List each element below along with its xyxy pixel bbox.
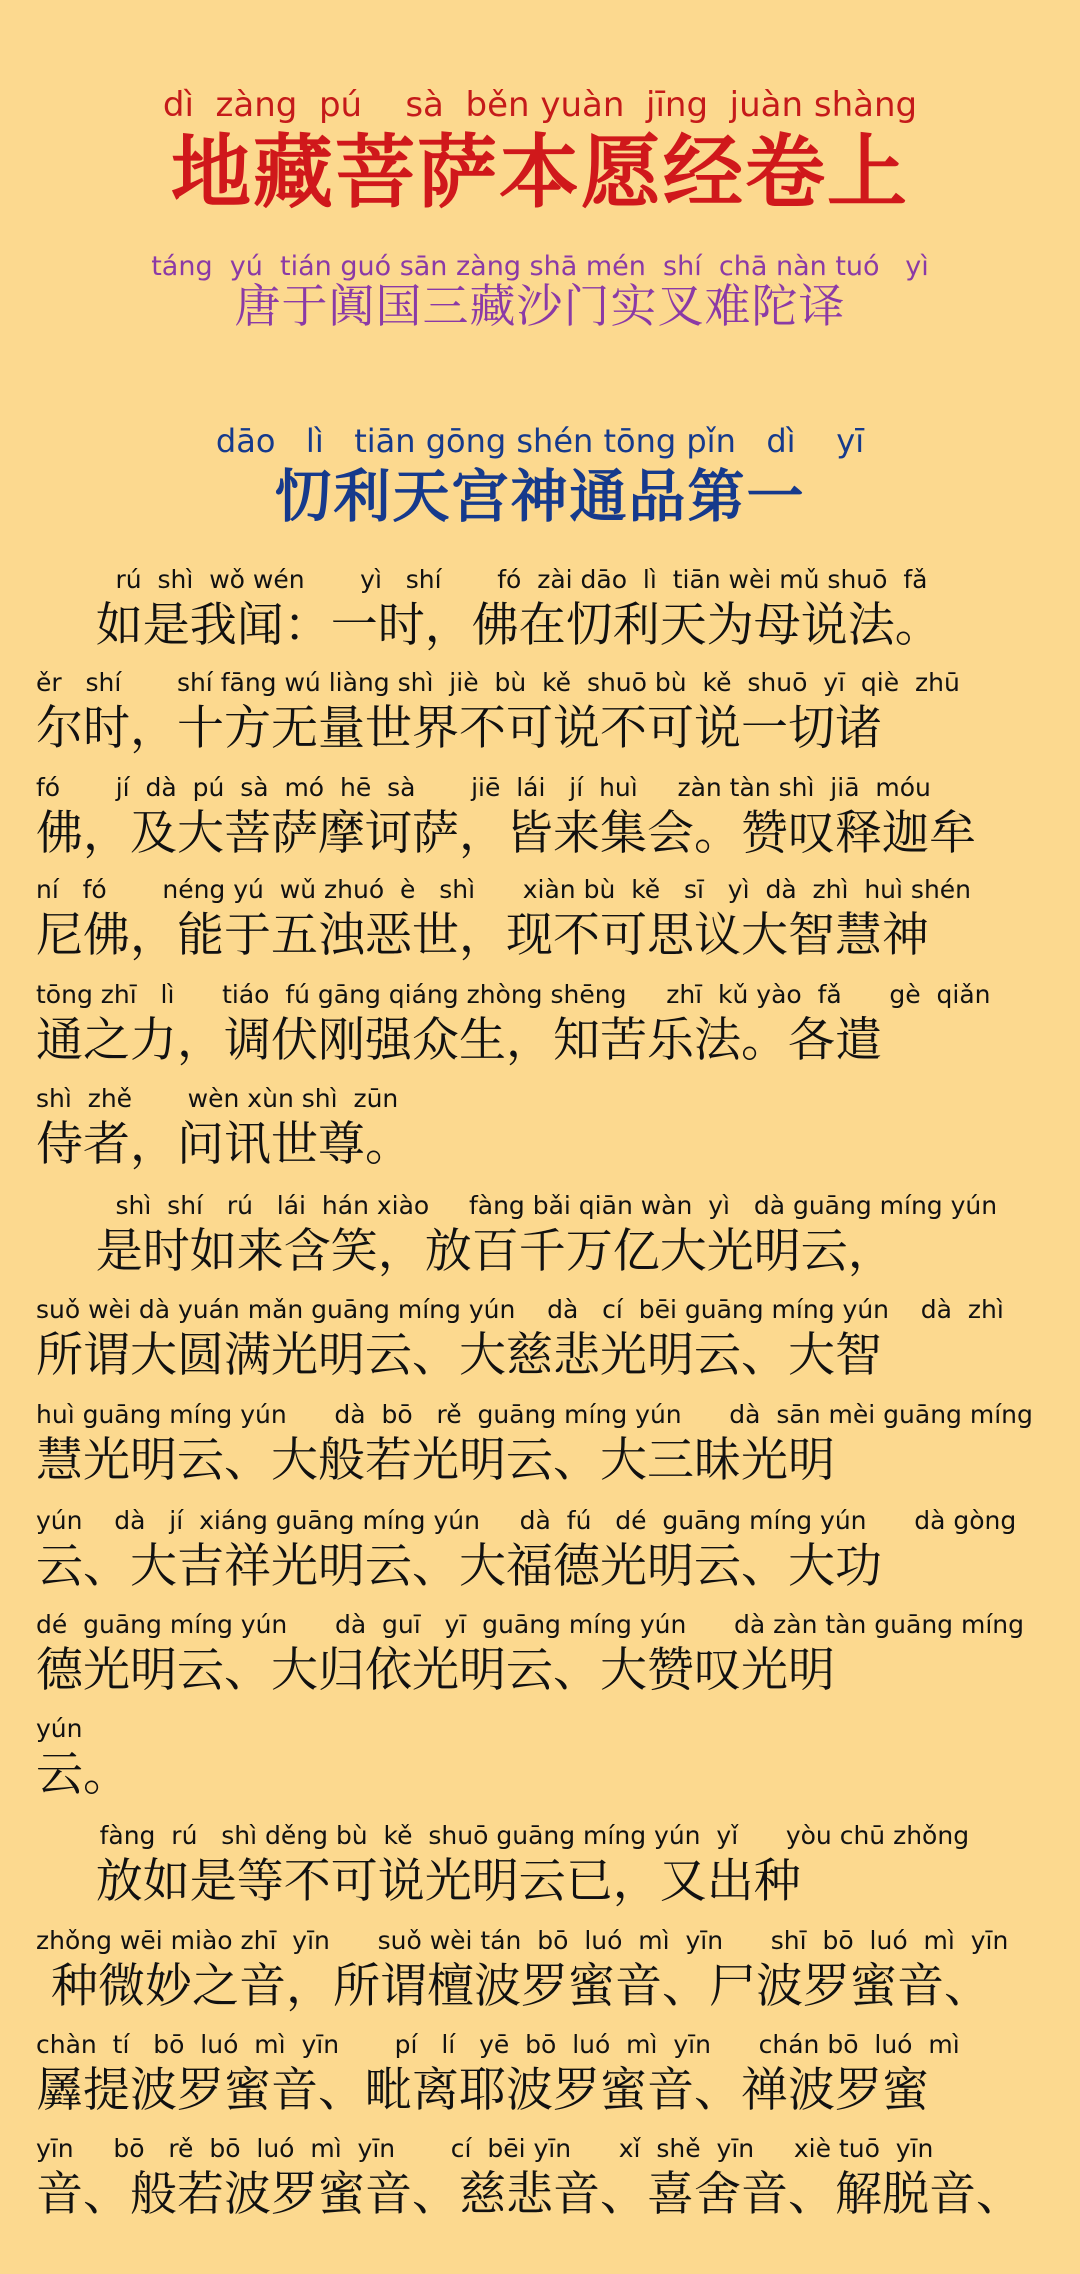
line-pinyin: shì zhě wèn xùn shì zūn [36, 1084, 399, 1113]
verse-line [36, 668, 1046, 756]
verse-line [36, 1714, 1046, 1802]
verse-line [36, 1610, 1046, 1698]
line-text: 尔时，十方无量世界不可说不可说一切诸 [36, 701, 882, 756]
line-text: 种微妙之音，所谓檀波罗蜜音、尸波罗蜜音、 [36, 1959, 991, 2014]
line-text: 是时如来含笑，放百千万亿大光明云， [36, 1224, 895, 1279]
verse-line [36, 1295, 1046, 1383]
line-text: 所谓大圆满光明云、大慈悲光明云、大智 [36, 1328, 882, 1383]
line-text: 放如是等不可说光明云已，又出种 [36, 1854, 801, 1909]
line-text: 云。 [36, 1747, 130, 1802]
line-text: 德光明云、大归依光明云、大赞叹光明 [36, 1643, 835, 1698]
line-text: 尼佛，能于五浊恶世，现不可思议大智慧神 [36, 908, 929, 963]
line-pinyin: chàn tí bō luó mì yīn pí lí yē bō luó mì yīn chán bō luó mì [36, 2030, 960, 2059]
verse-line [36, 1821, 1046, 1909]
line-text: 羼提波罗蜜音、毗离耶波罗蜜音、禅波罗蜜 [36, 2063, 929, 2118]
line-text: 通之力，调伏刚强众生，知苦乐法。各遣 [36, 1013, 882, 1068]
line-text: 如是我闻：一时，佛在忉利天为母说法。 [36, 598, 942, 653]
verse-line [36, 1506, 1046, 1594]
line-pinyin: yīn bō rě bō luó mì yīn cí bēi yīn xǐ shě yīn xiè tuō yīn [36, 2134, 934, 2163]
verse-line [36, 1400, 1046, 1488]
verse-line [36, 1084, 1046, 1172]
line-pinyin: suǒ wèi dà yuán mǎn guāng míng yún dà cí bēi guāng míng yún dà zhì [36, 1295, 1004, 1324]
line-pinyin: ní fó néng yú wǔ zhuó è shì xiàn bù kě sī yì dà zhì huì shén [36, 875, 972, 904]
translator-subtitle: 唐于阗国三藏沙门实叉难陀译 [234, 279, 846, 333]
line-text: 侍者，问讯世尊。 [36, 1117, 412, 1172]
line-text: 音、般若波罗蜜音、慈悲音、喜舍音、解脱音、 [36, 2167, 1023, 2222]
title-pinyin: dì zàng pú sà běn yuàn jīng juàn shàng [162, 85, 918, 125]
chapter-title: 忉利天宫神通品第一 [274, 463, 806, 530]
chapter-pinyin: dāo lì tiān gōng shén tōng pǐn dì yī [215, 422, 865, 460]
line-pinyin: tōng zhī lì tiáo fú gāng qiáng zhòng shēng zhī kǔ yào fǎ gè qiǎn [36, 980, 991, 1009]
verse-line [36, 2134, 1046, 2222]
line-pinyin: fàng rú shì děng bù kě shuō guāng míng yún yǐ yòu chū zhǒng [36, 1821, 970, 1850]
verse-line [36, 565, 1046, 653]
line-pinyin: huì guāng míng yún dà bō rě guāng míng yún dà sān mèi guāng míng [36, 1400, 1033, 1429]
line-text: 云、大吉祥光明云、大福德光明云、大功 [36, 1539, 882, 1594]
line-pinyin: yún [36, 1714, 83, 1743]
line-pinyin: ěr shí shí fāng wú liàng shì jiè bù kě shuō bù kě shuō yī qiè zhū [36, 668, 960, 697]
line-text: 慧光明云、大般若光明云、大三昧光明 [36, 1433, 835, 1488]
verse-line [36, 773, 1046, 861]
line-pinyin: fó jí dà pú sà mó hē sà jiē lái jí huì zàn tàn shì jiā móu [36, 773, 931, 802]
verse-line [36, 2030, 1046, 2118]
line-text: 佛，及大菩萨摩诃萨，皆来集会。赞叹释迦牟 [36, 806, 976, 861]
line-pinyin: dé guāng míng yún dà guī yī guāng míng yún dà zàn tàn guāng míng [36, 1610, 1024, 1639]
verse-line [36, 875, 1046, 963]
line-pinyin: yún dà jí xiáng guāng míng yún dà fú dé guāng míng yún dà gòng [36, 1506, 1017, 1535]
verse-line [36, 1926, 1046, 2014]
line-pinyin: shì shí rú lái hán xiào fàng bǎi qiān wàn yì dà guāng míng yún [36, 1191, 998, 1220]
line-pinyin: rú shì wǒ wén yì shí fó zài dāo lì tiān wèi mǔ shuō fǎ [36, 565, 928, 594]
verse-line [36, 1191, 1046, 1279]
line-pinyin: zhǒng wēi miào zhī yīn suǒ wèi tán bō luó mì yīn shī bō luó mì yīn [36, 1926, 1009, 1955]
verse-line [36, 980, 1046, 1068]
sutra-title: 地藏菩萨本愿经卷上 [171, 125, 909, 219]
subtitle-pinyin: táng yú tián guó sān zàng shā mén shí chā nàn tuó yì [151, 251, 929, 282]
